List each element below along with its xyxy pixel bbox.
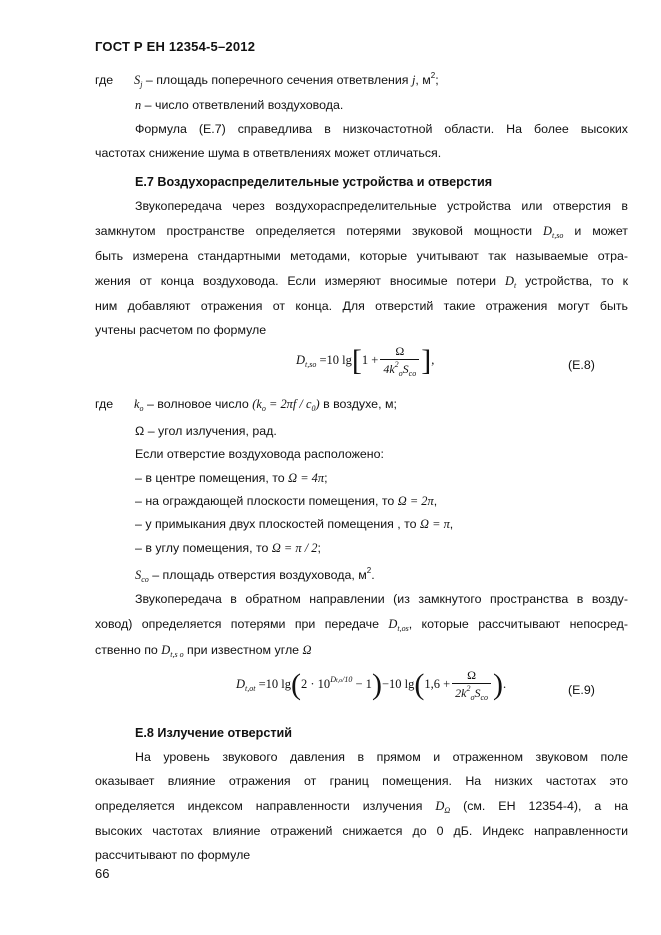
unit-label: , м (415, 73, 431, 87)
eq-exp: D (330, 674, 336, 684)
para-e9-line-1: Звукопередача в обратном направлении (из замкнутого пространства в возду- (135, 592, 628, 606)
den-k: 2k (455, 686, 467, 700)
symbol-j: j (411, 73, 416, 87)
para-e8-line-5: рассчитывают по формуле (95, 848, 251, 862)
eq-fraction (452, 668, 491, 702)
eq-lhs-sub: t,ot (245, 683, 256, 693)
den-k: 4k (383, 362, 395, 376)
definition-sco (135, 566, 375, 584)
eq-term: 1 + (361, 352, 379, 367)
para-e7-line-2 (95, 224, 628, 240)
definition-omega: Ω – угол излучения, рад. (135, 424, 277, 438)
case-formula: Ω = π / 2 (271, 541, 318, 555)
case-4 (135, 541, 321, 556)
para-e7-line-5: ним добавляют отражения от конца. Для отверстий такие отражения могут быть (95, 299, 628, 313)
where-label: где (95, 73, 114, 87)
text-span: устройства, то к (525, 274, 628, 288)
case-formula: Ω = π (420, 517, 450, 531)
definition-n (135, 98, 343, 113)
den-sup: 2 (394, 360, 399, 369)
case-formula: Ω = 4π (288, 471, 325, 485)
symbol-d: D (543, 224, 552, 238)
if-text: Если отверстие воздуховода расположено: (135, 447, 384, 461)
punct: , (449, 517, 454, 531)
text-span: замкнутом пространстве определяется потерями звуковой мощности (95, 224, 533, 238)
symbol-d: D (388, 617, 398, 631)
eq-tail: . (503, 676, 507, 691)
eq-log: =10 lg (258, 676, 292, 691)
note-line-1: Формула (Е.7) справедлива в низкочастотной области. На более высоких (135, 122, 628, 136)
eq-lhs-sub: t,so (305, 359, 317, 369)
den-s: S (474, 686, 481, 700)
symbol-sub: t (513, 281, 517, 290)
equation-e9: $D_{t,ot} =10$ $\lg(2 \cdot 10^{Dt,o/10} - 1)-10$ lg(1,6 + $\frac{\Omega}{2k^2_oS_{co}}$ ). (236, 668, 507, 702)
formula-k: k (256, 397, 262, 411)
den-s-sub: co (480, 693, 489, 702)
eq-exp-rest: /10 (342, 674, 353, 684)
symbol-sub: o (139, 404, 144, 413)
where-label: где (95, 397, 114, 411)
punct: ; (317, 541, 321, 555)
symbol-sub: t,s o (170, 650, 184, 659)
para-e9-line-3 (95, 643, 311, 659)
para-e7-line-1: Звукопередача через воздухораспределительные устройства или отверстия в (135, 199, 628, 213)
text-span: жения от конца воздуховода. Если измеряют вносимые потери (95, 274, 497, 288)
document-header: ГОСТ Р ЕН 12354-5–2012 (95, 39, 256, 54)
eq-fraction (380, 344, 419, 378)
section-e7-title: Е.7 Воздухораспределительные устройства и отверстия (135, 175, 493, 189)
eq-log: −10 lg (381, 676, 415, 691)
eq-term: 2 · 10 (301, 676, 331, 691)
den-s: S (402, 362, 409, 376)
eq-operator: =10 lg (319, 352, 352, 367)
para-e7-line-3: быть измерена стандартными методами, которые учитывают так называемые отра- (95, 249, 628, 263)
text-span: , которые рассчитывают непосред- (408, 617, 628, 631)
formula-rest: = 2πf / c (265, 397, 312, 411)
para-e7-line-4 (95, 274, 628, 290)
equation-e8-number: (Е.8) (568, 358, 595, 372)
symbol-sub: t,os (397, 624, 409, 633)
symbol-omega: Ω (302, 643, 312, 657)
punct: . (371, 568, 375, 582)
eq-term: − 1 (352, 676, 372, 691)
symbol-sj-sub: j (140, 80, 143, 89)
eq-exp-sub: t,o (335, 677, 343, 684)
case-3 (135, 517, 453, 532)
case-text: – у примыкания двух плоскостей помещения , то (135, 517, 417, 531)
symbol-d: D (504, 274, 514, 288)
case-1 (135, 471, 328, 486)
symbol-sj: S (134, 73, 141, 87)
symbol-sub: co (141, 575, 149, 584)
case-text: – в углу помещения, то (135, 541, 269, 555)
para-e9-line-2 (95, 617, 628, 633)
para-e7-line-6: учтены расчетом по формуле (95, 323, 267, 337)
text-span: ственно по (95, 643, 158, 657)
formula-sub: o (261, 404, 266, 413)
para-e8-line-4: высоких частотах влияние отражений снижается до 0 дБ. Индекс направленности (95, 824, 628, 838)
unit-sup: 2 (430, 71, 436, 80)
text-span: – волновое число (146, 397, 249, 411)
case-text: – в центре помещения, то (135, 471, 285, 485)
symbol-s: S (135, 568, 142, 582)
case-formula: Ω = 2π (397, 494, 434, 508)
eq-term: 1,6 + (424, 676, 451, 691)
unit-sup: 2 (366, 566, 372, 575)
text-span: (см. ЕН 12354-4), а на (463, 799, 629, 813)
page-number: 66 (95, 866, 110, 881)
section-e8-title: Е.8 Излучение отверстий (135, 726, 293, 740)
equation-e9-number: (Е.9) (568, 683, 595, 697)
para-e8-line-1: На уровень звукового давления в прямом и отраженном звуковом поле (135, 750, 628, 764)
text-span: при известном угле (187, 643, 300, 657)
den-sub: o (398, 369, 403, 378)
den-sup: 2 (466, 684, 471, 693)
case-text: – на ограждающей плоскости помещения, то (135, 494, 395, 508)
eq-denominator (452, 684, 491, 702)
symbol-sub: t,so (552, 231, 564, 240)
eq-lhs: D (236, 676, 246, 691)
symbol-n: n (135, 98, 142, 112)
definition-n-text: – число ответвлений воздуховода. (144, 98, 344, 112)
note-line-2: частотах снижение шума в ответвлениях может отличаться. (95, 146, 442, 160)
para-e8-line-2: оказывает влияние отражения от границ помещения. На низких частотах это (95, 774, 628, 788)
equation-e8: $D_{t,so} =10$ lg[1 + $\frac{\Omega}{4k^2_oS_{co}}$ ], (296, 344, 435, 378)
text-span: ховод) определяется потерями при передаче (95, 617, 380, 631)
eq-denominator (380, 360, 419, 378)
eq-numerator: Ω (380, 344, 419, 360)
eq-lhs: D (296, 352, 306, 367)
symbol-d: D (161, 643, 171, 657)
definition-sj (95, 71, 439, 89)
definition-ko: где $k_o$ – волновое число $(k_o = 2\pi f / c_0)$ в воздухе, м; (95, 397, 397, 413)
para-e8-line-3 (95, 799, 628, 815)
punct: ; (324, 471, 328, 485)
den-s-sub: co (408, 369, 417, 378)
definition-sj-text: – площадь поперечного сечения ответвления (145, 73, 409, 87)
symbol-sub: Ω (444, 806, 451, 815)
text-span: и может (574, 224, 628, 238)
eq-tail: , (431, 352, 435, 367)
case-2 (135, 494, 437, 509)
formula-c-sub: 0 (311, 404, 316, 413)
symbol-d: D (435, 799, 445, 813)
symbol-k: k (134, 397, 140, 411)
punct: ; (435, 73, 439, 87)
text-span: в воздухе, м; (323, 397, 397, 411)
eq-numerator: Ω (452, 668, 491, 684)
den-sub: o (470, 693, 475, 702)
punct: , (433, 494, 438, 508)
text-span: определяется индексом направленности излучения (95, 799, 423, 813)
text-span: – площадь отверстия воздуховода, м (152, 568, 367, 582)
